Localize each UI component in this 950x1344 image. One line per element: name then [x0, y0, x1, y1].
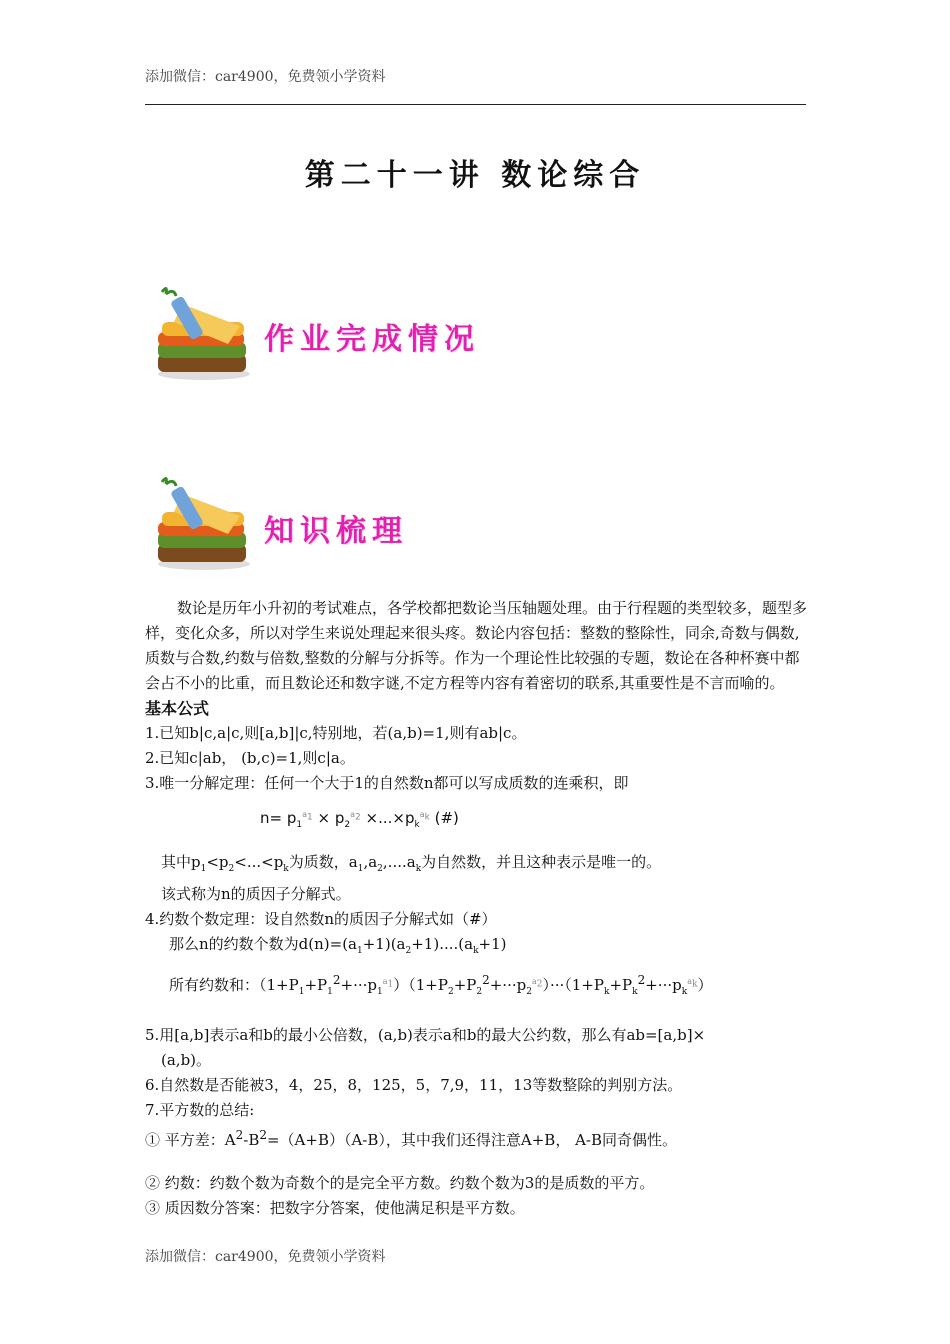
item-2: 2.已知c|ab， (b,c)=1,则c|a。	[145, 749, 355, 767]
footer-note: 添加微信：car4900，免费领小学资料	[145, 1249, 386, 1265]
item-7-1: ① 平方差：$A^2-B^2=(A+B)(A-B)$，其中我们还得注意A+B， A-B同奇偶性。	[145, 1128, 678, 1149]
item-4-count: 那么n的约数个数为$d(n)=(a_1+1)(a_2+1)....(a_k+1)$	[169, 935, 507, 956]
item-3-note: 该式称为n的质因子分解式。	[161, 885, 351, 903]
section-title: 知识梳理	[264, 514, 408, 549]
header-divider	[145, 104, 806, 105]
item-1: 1.已知b|c,a|c,则[a,b]|c,特别地，若(a,b)=1,则有ab|c。	[145, 724, 527, 742]
item-3-explain: 其中$p_1<p_2<...<p_k$为质数，$a_1,a_2,....a_k$为自然数，并且这种表示是唯一的。	[161, 853, 662, 874]
item-5: 5.用[a,b]表示a和b的最小公倍数，(a,b)表示a和b的最大公约数，那么有ab=[a,b]×	[145, 1026, 706, 1044]
content	[145, 596, 810, 1221]
item-3: 3.唯一分解定理：任何一个大于1的自然数n都可以写成质数的连乘积，即	[145, 774, 629, 792]
page-title: 第二十一讲 数论综合	[304, 158, 646, 193]
item-7-2: ② 约数：约数个数为奇数个的是完全平方数。约数个数为3的是质数的平方。	[145, 1174, 655, 1192]
item-7: 7.平方数的总结:	[145, 1101, 255, 1119]
item-4-sum: 所有约数和：$(1+P_1+P_1^2+\cdot\cdot\cdot p_1^{a_1})(1+P_2+P_2^2+\cdot\cdot\cdot p_2^{a_2})\cdot\cdot\cdot(1+P_k+P_k^2+\cdot\cdot\cdot p_k^{a_k})$	[169, 973, 713, 997]
book-pencil-icon	[152, 282, 257, 382]
section-knowledge	[152, 472, 552, 572]
item-7-3: ③ 质因数分答案：把数字分答案，使他满足积是平方数。	[145, 1199, 525, 1217]
item-4: 4.约数个数定理：设自然数n的质因子分解式如（#）	[145, 910, 497, 928]
section-homework	[152, 282, 552, 382]
header-note: 添加微信：car4900，免费领小学资料	[145, 69, 386, 85]
intro-paragraph: 数论是历年小升初的考试难点，各学校都把数论当压轴题处理。由于行程题的类型较多，题型多样，变化众多，所以对学生来说处理起来很头疼。数论内容包括：整数的整除性，同余,奇数与偶数,质数与合数,约数与倍数,整数的分解与分拆等。作为一个理论性比较强的专题，数论在各种杯赛中都会占不小的比重，而且数论还和数字谜,不定方程等内容有着密切的联系,其重要性是不言而喻的。	[145, 599, 808, 692]
section-title: 作业完成情况	[264, 322, 480, 357]
item-5-cont: (a,b)。	[161, 1051, 212, 1069]
basic-formula-heading: 基本公式	[145, 699, 210, 718]
item-6: 6.自然数是否能被3，4，25，8，125，5，7,9，11，13等数整除的判别方法。	[145, 1076, 683, 1094]
book-pencil-icon	[152, 472, 257, 572]
factorization-formula: $n= p_1^{a_1} \times p_2^{a_2} \times...\times p_k^{a_k}$ (#)	[260, 809, 459, 830]
